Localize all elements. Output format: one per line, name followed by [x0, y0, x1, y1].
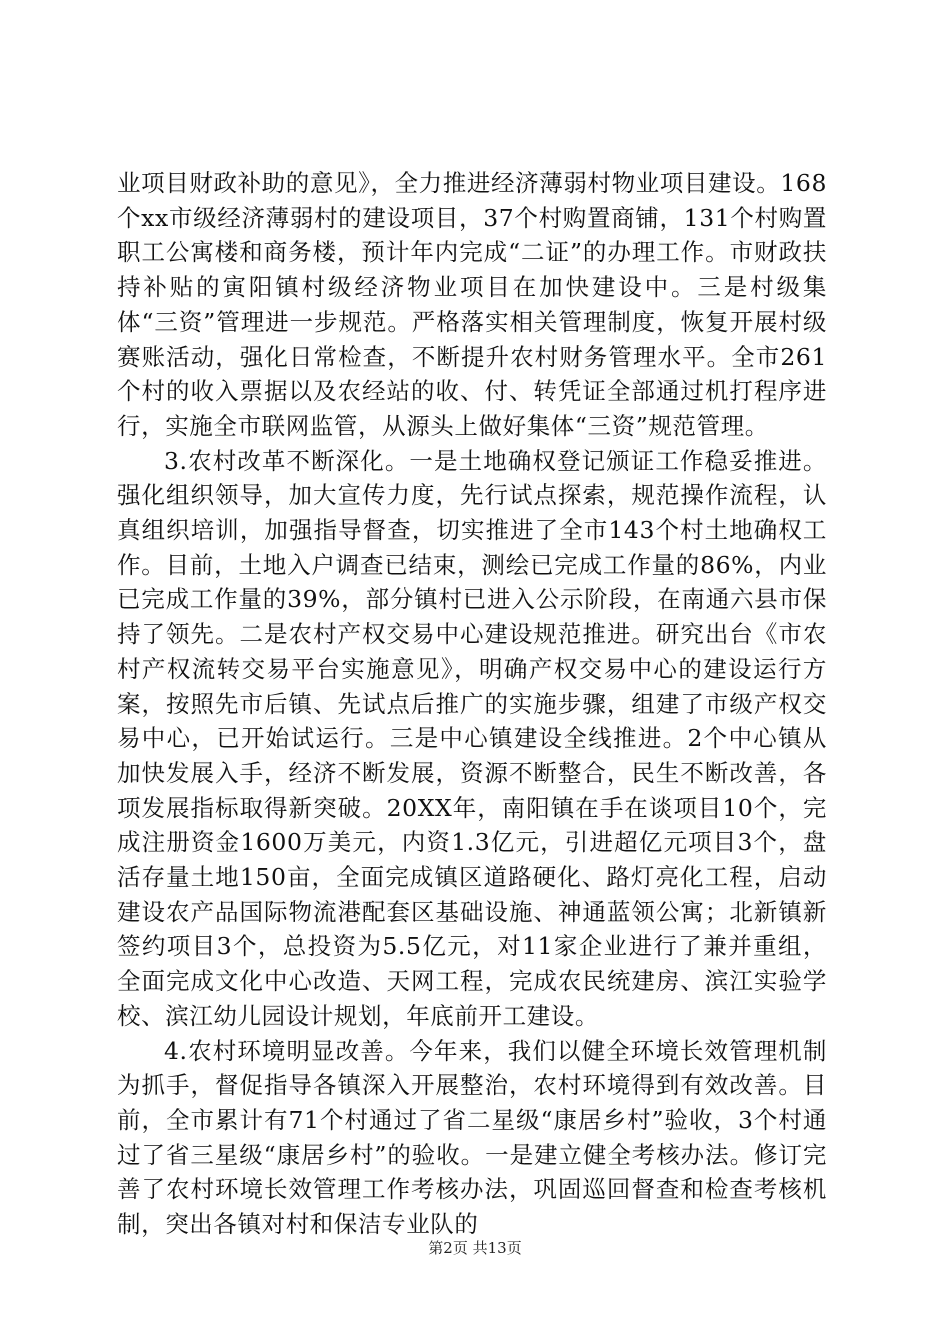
document-body — [117, 166, 827, 1242]
paragraph-rural-reform: 3.农村改革不断深化。一是土地确权登记颁证工作稳妥推进。强化组织领导，加大宣传力度，先行试点探索，规范操作流程，认真组织培训，加强指导督查，切实推进了全市143个村土地确权工作。目前，土地入户调查已结束，测绘已完成工作量的86%，内业已完成工作量的39%，部分镇村已进入公示阶段，在南通六县市保持了领先。二是农村产权交易中心建设规范推进。研究出台《市农村产权流转交易平台实施意见》，明确产权交易中心的建设运行方案，按照先市后镇、先试点后推广的实施步骤，组建了市级产权交易中心，已开始试运行。三是中心镇建设全线推进。2个中心镇从加快发展入手，经济不断发展，资源不断整合，民生不断改善，各项发展指标取得新突破。20XX年，南阳镇在手在谈项目10个，完成注册资金1600万美元，内资1.3亿元，引进超亿元项目3个，盘活存量土地150亩，全面完成镇区道路硬化、路灯亮化工程，启动建设农产品国际物流港配套区基础设施、神通蓝领公寓；北新镇新签约项目3个，总投资为5.5亿元，对11家企业进行了兼并重组，全面完成文化中心改造、天网工程，完成农民统建房、滨江实验学校、滨江幼儿园设计规划，年底前开工建设。 — [117, 446, 827, 1030]
paragraph-rural-environment: 4.农村环境明显改善。今年来，我们以健全环境长效管理机制为抓手，督促指导各镇深入开展整治，农村环境得到有效改善。目前，全市累计有71个村通过了省二星级“康居乡村”验收，3个村通过了省三星级“康居乡村”的验收。一是建立健全考核办法。修订完善了农村环境长效管理工作考核办法，巩固巡回督查和检查考核机制，突出各镇对村和保洁专业队的 — [117, 1036, 827, 1239]
paragraph-continuation: 业项目财政补助的意见》，全力推进经济薄弱村物业项目建设。168个xx市级经济薄弱村的建设项目，37个村购置商铺，131个村购置职工公寓楼和商务楼，预计年内完成“二证”的办理工作。市财政扶持补贴的寅阳镇村级经济物业项目在加快建设中。三是村级集体“三资”管理进一步规范。严格落实相关管理制度，恢复开展村级赛账活动，强化日常检查，不断提升农村财务管理水平。全市261个村的收入票据以及农经站的收、付、转凭证全部通过机打程序进行，实施全市联网监管，从源头上做好集体“三资”规范管理。 — [117, 169, 827, 440]
page-number-footer: 第2页 共13页 — [428, 1239, 522, 1257]
